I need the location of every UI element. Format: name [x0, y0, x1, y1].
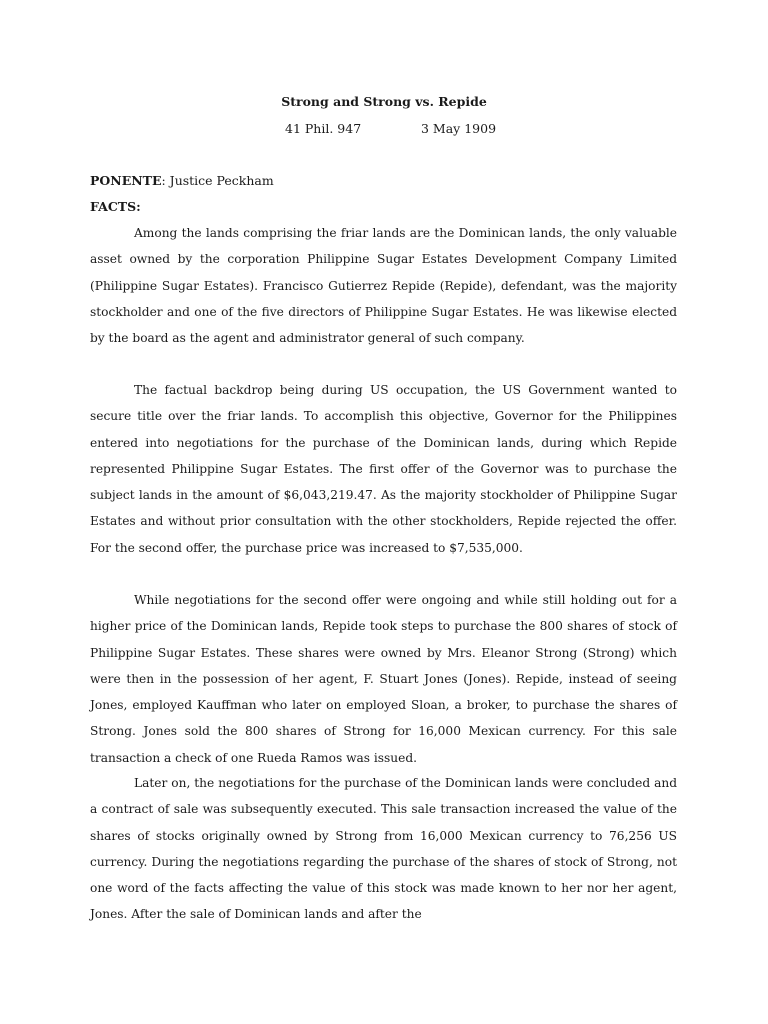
ponente-line: [90, 173, 274, 188]
paragraph-3: While negotiations for the second offer were ongoing and while still holding out for a higher price of the Dominican lands, Repide took steps to purchase the 800 shares of stock of Philippine Sugar Estates. These shares were owned by Mrs. Eleanor Strong (Strong) which were then in the possession of her agent, F. Stuart Jones (Jones). Repide, instead of seeing Jones, employed Kauffman who later on employed Sloan, a broker, to purchase the shares of Strong. Jones sold the 800 shares of Strong for 16,000 Mexican currency. For this sale transaction a check of one Rueda Ramos was issued.: [90, 593, 677, 765]
paragraph-2: The factual backdrop being during US occupation, the US Government wanted to secure title over the friar lands. To accomplish this objective, Governor for the Philippines entered into negotiations for the purchase of the Dominican lands, during which Repide represented Philippine Sugar Estates. The first offer of the Governor was to purchase the subject lands in the amount of $6,043,219.47. As the majority stockholder of Philippine Sugar Estates and without prior consultation with the other stockholders, Repide rejected the offer. For the second offer, the purchase price was increased to $7,535,000.: [90, 383, 677, 555]
paragraph-4: Later on, the negotiations for the purchase of the Dominican lands were concluded and a contract of sale was subsequently executed. This sale transaction increased the value of the shares of stocks originally owned by Strong from 16,000 Mexican currency to 76,256 US currency. During the negotiations regarding the purchase of the shares of stock of Strong, not one word of the facts affecting the value of this stock was made known to her nor her agent, Jones. After the sale of Dominican lands and after the: [90, 776, 677, 922]
case-citation: 41 Phil. 947: [285, 121, 362, 136]
paragraph-1: Among the lands comprising the friar lands are the Dominican lands, the only valuable asset owned by the corporation Philippine Sugar Estates Development Company Limited (Philippine Sugar Estates). Francisco Gutierrez Repide (Repide), defendant, was the majority stockholder and one of the five directors of Philippine Sugar Estates. He was likewise elected by the board as the agent and administrator general of such company.: [90, 226, 677, 346]
facts-heading: FACTS:: [90, 199, 141, 214]
ponente-label: PONENTE: [90, 173, 162, 188]
document-title: Strong and Strong vs. Repide: [281, 94, 487, 109]
ponente-value: : Justice Peckham: [161, 173, 274, 188]
decision-date: 3 May 1909: [421, 121, 497, 136]
